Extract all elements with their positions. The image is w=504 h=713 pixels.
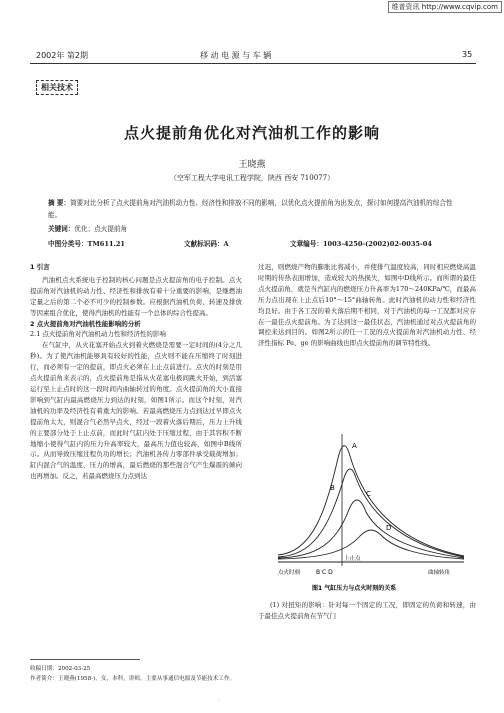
- keywords-body: 优化；点火提前角: [74, 225, 128, 233]
- figure-caption: 图1 气缸压力与点火时刻的关系: [312, 585, 397, 592]
- article-number: 文章编号：1003-4250-(2002)02-0035-04: [290, 240, 432, 248]
- affiliation: （空军工程大学电讯工程学院，陕西 西安 710077）: [169, 174, 335, 182]
- section-tag: 相关技术: [36, 80, 78, 95]
- right-column: [258, 262, 476, 349]
- label-c: C: [366, 490, 371, 498]
- label-tdc: 上止点: [344, 556, 361, 562]
- heading-section-2: 2 点火提前角对汽油机性能影响的分析: [30, 319, 141, 328]
- abstract-body: 简要对比分析了点火提前角对汽油机动力性、经济性和排放不同的影响，以优化点火提前角为出发点，探讨如何提高汽油机的综合性能。: [48, 199, 453, 219]
- label-d: D: [386, 524, 392, 532]
- subheading-2-1: 2.1 点火提前角对汽油机动力性和经济性的影响: [30, 330, 166, 339]
- paragraph: (1) 对扭矩的影响：针对每一个固定的工况，即固定的负荷和转速，由于最佳点火提前角在节气门: [258, 601, 476, 620]
- label-b: B: [330, 484, 335, 492]
- article-title: 点火提前角优化对汽油机工作的影响: [123, 124, 380, 142]
- abstract: [48, 197, 458, 221]
- label-ignition-points: B C D: [316, 569, 333, 576]
- header-journal: 移 动 电 源 与 车 辆: [200, 51, 272, 60]
- curve-d: [278, 530, 464, 559]
- footnote-received: 收稿日期：2002-03-25: [30, 666, 91, 672]
- header-rule: [30, 63, 476, 64]
- heading-intro: 1 引言: [30, 263, 50, 271]
- footnote-author: 作者简介：王晓燕(1958-)，女，本科，讲师，主要从事通信电源及节能技术工作。: [30, 676, 236, 682]
- header-issue: 2002年 第2期: [36, 51, 88, 60]
- curve-a: [278, 446, 464, 556]
- author: 王晓燕: [238, 160, 266, 170]
- page-mark: ·: [218, 697, 220, 704]
- label-crank-angle: 曲轴转角: [428, 570, 451, 576]
- keywords-label: 关键词：: [48, 225, 75, 233]
- label-ignition: 点火时刻: [278, 570, 301, 576]
- paragraph: 在气缸中，从火花塞开始点火到着火燃烧是需要一定时间的(4分之几秒)。为了使汽油机能够具有较好的性能，点火则不能在压缩终了时刻进行，而必须有一定的提前，即点火必须在上止点前进行。点火的时刻是用点火提前角来表示的，点火提前角是指从火花塞电极间跳火开始，到活塞运行至上止点时的这一段时间内曲轴转过的角度。点火提前角的大小直接影响到气缸内最高燃烧压力到达的时刻，如图1所示。而这个时刻，对汽油机的功率及经济性有着重大的影响。若最高燃烧压力点到达过早即点火提前角太大，则混合气必然早点火，经过一段着火落后期后，压力上升线的主要部分处于上止点前，而此时气缸内处于压缩过程，由于其容积不断地缩小使得气缸内的压力升高率较大，最高压力值也较高，如图中B线所示。从而导致压缩过程负功的增长；汽油机各传力零部件承受载荷增加；缸内混合气的温度、压力的增高，最后燃烧的那些混合气产生爆震的倾向也再增加。反之，若最高燃烧压力点到达: [30, 341, 242, 481]
- document-code: 文献标识码：A: [184, 240, 229, 248]
- keywords: [48, 223, 127, 233]
- watermark: 维普资讯 http://www.cqvip.com: [388, 1, 502, 13]
- clc-number: 中图分类号：TM611.21: [48, 240, 126, 248]
- left-column: [30, 262, 242, 482]
- footnote-rule: [30, 659, 140, 660]
- right-column-bottom: [258, 600, 476, 622]
- paragraph: 汽油机点火系统电子控制的核心问题是点火提前角的电子控制。点火提前角对汽油机的动力性、经济性和排放有着十分重要的影响，是继燃油定量之后的第二个必不可少的控制参数。应根据汽油机负荷、转速及排放等因素组合优化，使得汽油机的性能有一个总体的综合性提高。: [30, 275, 242, 317]
- curve-b: [278, 469, 464, 557]
- label-a: A: [352, 442, 357, 450]
- header-page: 35: [462, 50, 473, 59]
- abstract-label: 摘 要：: [48, 199, 71, 207]
- figure-cylinder-pressure: [258, 430, 476, 595]
- paragraph: 过迟，则燃烧产物的膨胀比将减小，并使排气温度较高，同时相应燃烧高温时期的传热表面增加，造成较大的热损失，如图中D线所示。而所谓的最佳点火提前角，就是当汽缸内的燃烧压力升高率为170～240KPa/℃，而最高压力点出现在上止点后10°～15°曲轴转角。此时汽油机的动力性和经济性均良好。由于各工况的着火落后期不相同，对于汽油机的每一工况都对应存在一最佳点火提前角。为了达到这一最佳状态，汽油机通过对点火提前角的调控来达到目的。如图2所示的任一工况的点火提前角对汽油机动力性、经济性指标 Pe、ge 的影响曲线也即点火提前角的调节特性线。: [258, 263, 476, 348]
